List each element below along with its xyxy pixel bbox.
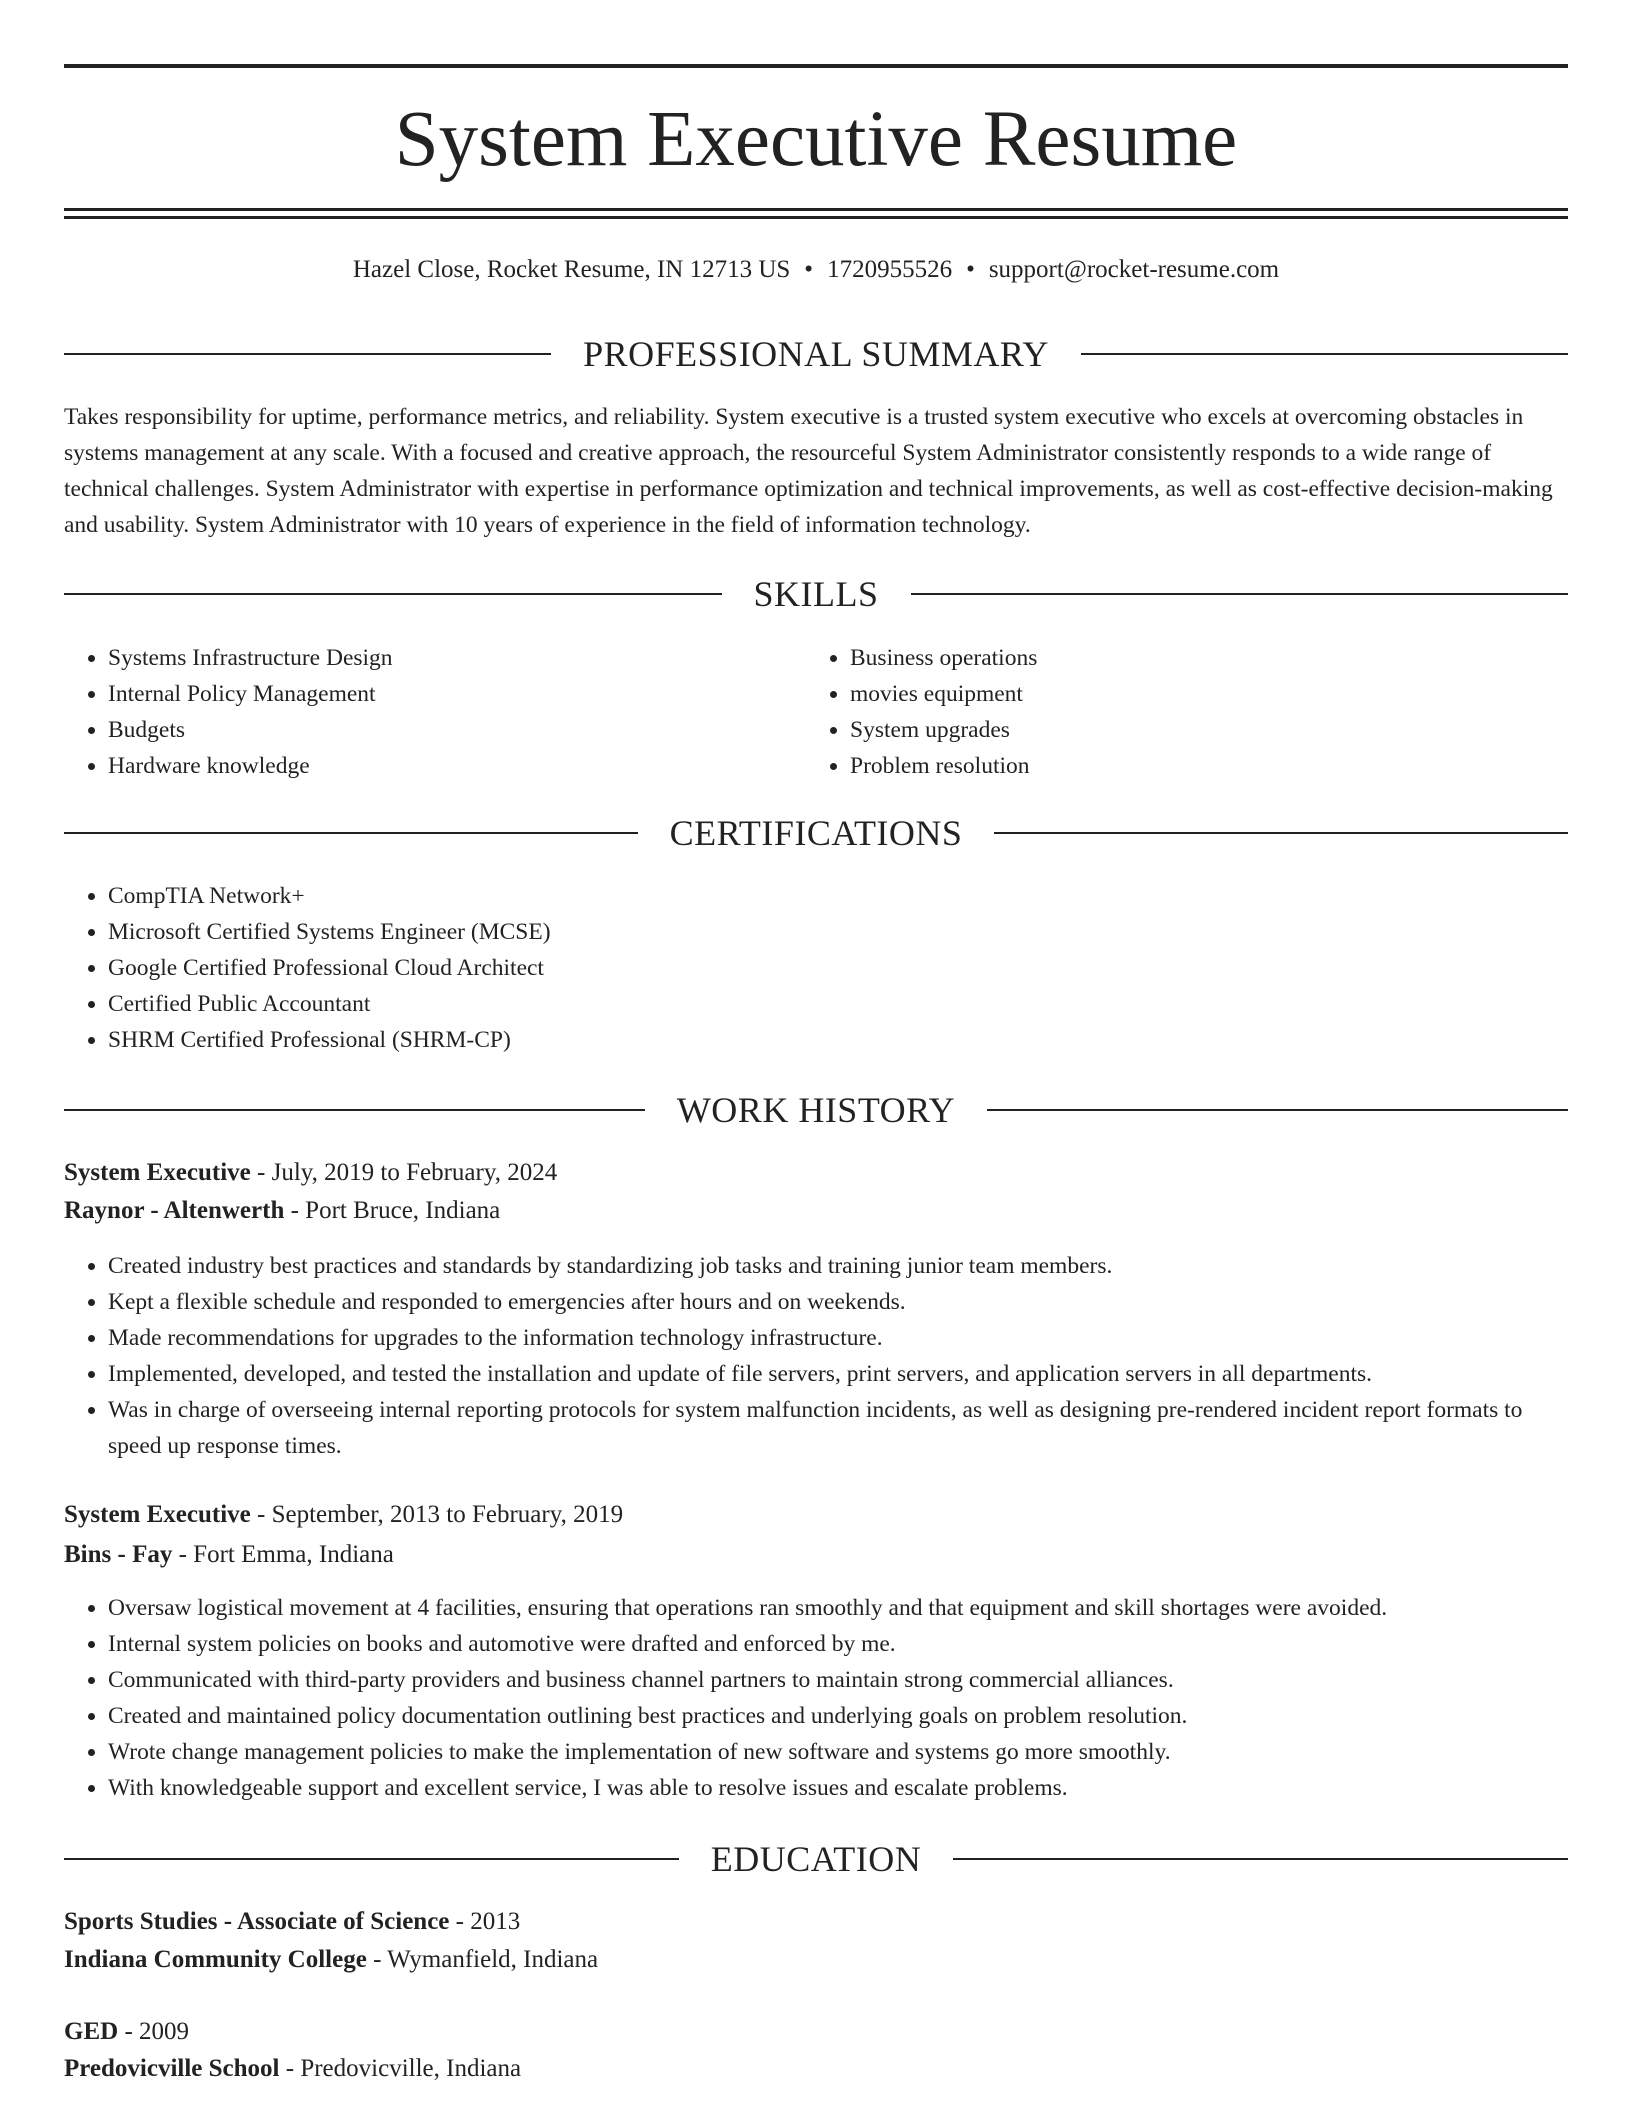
- job-title: System Executive: [64, 1501, 251, 1528]
- skill-item: • System upgrades: [850, 712, 1550, 748]
- job-bullet: • Kept a flexible schedule and responded to emergencies after hours and on weekends.: [108, 1284, 1568, 1320]
- certification-item: • CompTIA Network+: [108, 878, 1568, 914]
- job-bullet: • Was in charge of overseeing internal reporting protocols for system malfunction incidents, as well as designing pre-rendered incident report formats to speed up response times.: [108, 1392, 1568, 1464]
- summary-heading-label: PROFESSIONAL SUMMARY: [583, 334, 1049, 374]
- heading-rule-right: [994, 832, 1568, 834]
- education-heading-label: EDUCATION: [710, 1839, 922, 1879]
- job-title-line: [64, 1154, 1568, 1192]
- job-bullet: • Created and maintained policy documentation outlining best practices and underlying goals on problem resolution.: [108, 1698, 1568, 1734]
- contact-separator: •: [966, 256, 975, 283]
- job-bullet: • Made recommendations for upgrades to the information technology infrastructure.: [108, 1320, 1568, 1356]
- job-dates: - July, 2019 to February, 2024: [250, 1159, 558, 1186]
- job-bullet: • Internal system policies on books and automotive were drafted and enforced by me.: [108, 1626, 1568, 1662]
- certification-item: • SHRM Certified Professional (SHRM-CP): [108, 1022, 1568, 1058]
- certifications-list: [64, 878, 1568, 1058]
- heading-rule-right: [911, 593, 1569, 595]
- summary-heading: [64, 332, 1568, 376]
- job-bullet: • Wrote change management policies to make the implementation of new software and systems go more smoothly.: [108, 1734, 1568, 1770]
- contact-separator: •: [804, 256, 814, 283]
- education-degree-line: [64, 2013, 1568, 2051]
- education-year: - 2009: [118, 2018, 190, 2045]
- contact-address: Hazel Close, Rocket Resume, IN 12713 US: [352, 256, 791, 283]
- top-rule: [64, 64, 1568, 68]
- education-school-line: [64, 2050, 1568, 2088]
- work-heading-label: WORK HISTORY: [676, 1090, 956, 1130]
- job-bullets: [64, 1590, 1568, 1806]
- education-location: - Wymanfield, Indiana: [366, 1946, 599, 1973]
- heading-rule-right: [953, 1858, 1568, 1860]
- job-company: Raynor - Altenwerth: [64, 1197, 285, 1224]
- resume-title: System Executive Resume: [394, 96, 1238, 183]
- certifications-heading: [64, 811, 1568, 855]
- education-heading: [64, 1837, 1568, 1881]
- skill-item: • Systems Infrastructure Design: [108, 640, 808, 676]
- title-rule-lower: [64, 216, 1568, 219]
- heading-rule-left: [64, 353, 551, 355]
- education-school-line: [64, 1941, 1568, 1979]
- heading-rule-left: [64, 1109, 645, 1111]
- skill-item: • Business operations: [850, 640, 1550, 676]
- job-bullet: • Communicated with third-party providers and business channel partners to maintain strong commercial alliances.: [108, 1662, 1568, 1698]
- job-bullet: • With knowledgeable support and excellent service, I was able to resolve issues and escalate problems.: [108, 1770, 1568, 1806]
- job-title: System Executive: [64, 1159, 251, 1186]
- job-dates: - September, 2013 to February, 2019: [250, 1501, 624, 1528]
- education-degree: Sports Studies - Associate of Science: [64, 1908, 450, 1935]
- education-degree-line: [64, 1903, 1568, 1941]
- job-bullet: • Created industry best practices and standards by standardizing job tasks and training junior team members.: [108, 1248, 1568, 1284]
- certification-item: • Google Certified Professional Cloud Architect: [108, 950, 1568, 986]
- skill-item: • Internal Policy Management: [108, 676, 808, 712]
- education-school: Predovicville School: [64, 2055, 280, 2082]
- contact-email: support@rocket-resume.com: [988, 256, 1280, 283]
- work-heading: [64, 1088, 1568, 1132]
- job-location: - Fort Emma, Indiana: [172, 1541, 394, 1568]
- skill-item: • Problem resolution: [850, 748, 1550, 784]
- summary-text: Takes responsibility for uptime, performance metrics, and reliability. System executive is a trusted system executive who excels at overcoming obstacles in systems management at any scale. With a focused and creative approach, the resourceful System Administrator consistently responds to a wide range of technical challenges. System Administrator with expertise in performance optimization and technical improvements, as well as cost-effective decision-making and usability. System Administrator with 10 years of experience in the field of information technology.: [64, 404, 1553, 538]
- job-bullet: • Implemented, developed, and tested the installation and update of file servers, print servers, and application servers in all departments.: [108, 1356, 1568, 1392]
- skills-heading: [64, 572, 1568, 616]
- contact-line: [64, 252, 1568, 288]
- job-location: - Port Bruce, Indiana: [284, 1197, 501, 1224]
- certification-item: • Microsoft Certified Systems Engineer (MCSE): [108, 914, 1568, 950]
- skill-item: • Budgets: [108, 712, 808, 748]
- certifications-heading-label: CERTIFICATIONS: [669, 813, 963, 853]
- education-school: Indiana Community College: [64, 1946, 367, 1973]
- skills-heading-label: SKILLS: [753, 574, 879, 614]
- certification-item: • Certified Public Accountant: [108, 986, 1568, 1022]
- job-company: Bins - Fay: [64, 1541, 173, 1568]
- job-company-line: [64, 1192, 1568, 1230]
- job-bullet: • Oversaw logistical movement at 4 facilities, ensuring that operations ran smoothly and that equipment and skill shortages were avoided.: [108, 1590, 1568, 1626]
- education-year: - 2013: [449, 1908, 521, 1935]
- contact-phone: 1720955526: [827, 256, 953, 283]
- education-degree: GED: [64, 2018, 119, 2045]
- job-company-line: [64, 1536, 1568, 1574]
- skills-list-right: [806, 640, 1550, 784]
- job-title-line: [64, 1496, 1568, 1534]
- job-bullets: [64, 1248, 1568, 1464]
- education-location: - Predovicville, Indiana: [279, 2055, 522, 2082]
- heading-rule-left: [64, 593, 722, 595]
- heading-rule-left: [64, 832, 638, 834]
- title-rule-upper: [64, 208, 1568, 211]
- heading-rule-left: [64, 1858, 679, 1860]
- heading-rule-right: [1081, 353, 1568, 355]
- skill-item: • Hardware knowledge: [108, 748, 808, 784]
- skills-list-left: [64, 640, 808, 784]
- skill-item: • movies equipment: [850, 676, 1550, 712]
- heading-rule-right: [987, 1109, 1568, 1111]
